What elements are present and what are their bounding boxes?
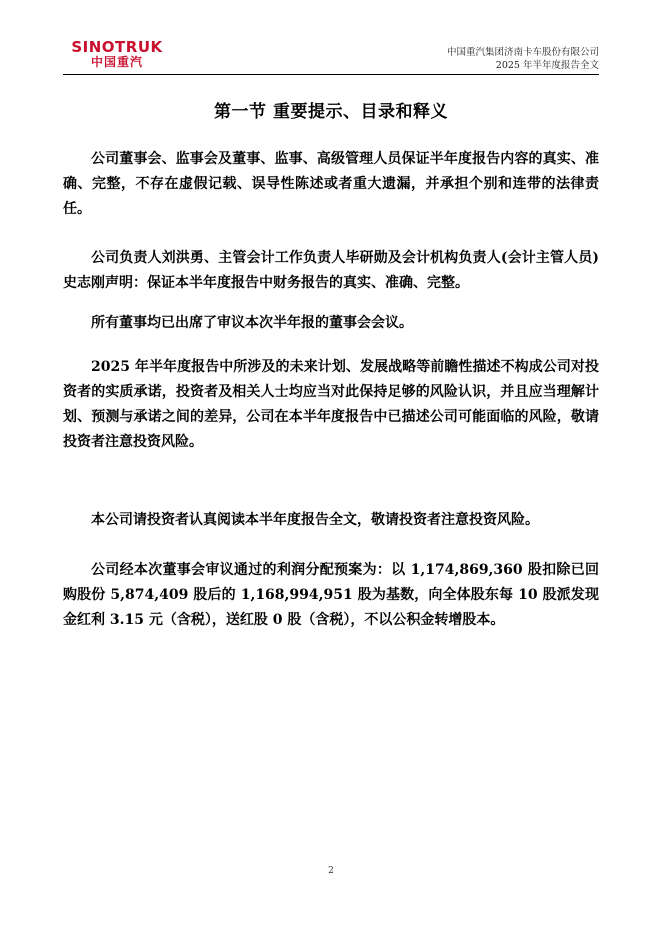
page-number: 2 (328, 866, 334, 876)
logo-text-zh: 中国重汽 (90, 55, 143, 69)
logo-text-en: SINOTRUK (71, 38, 163, 56)
company-name: 中国重汽集团济南卡车股份有限公司 (446, 47, 599, 58)
section-title: 第一节 重要提示、目录和释义 (214, 102, 448, 122)
header-divider (63, 74, 599, 75)
paragraph-profit-distribution: 公司经本次董事会审议通过的利润分配预案为：以 1,174,869,360 股扣除已回购股份 5,874,409 股后的 1,168,994,951 股为基数，向全体股东每 10 股派发现金红利 3.15 元（含税），送红股 0 股（含税），不以公积金转增股本。 (63, 562, 599, 628)
page-header-info (447, 46, 599, 72)
paragraph-responsible-persons: 公司负责人刘洪勇、主管会计工作负责人毕研勋及会计机构负责人(会计主管人员)史志刚声明：保证本半年度报告中财务报告的真实、准确、完整。 (63, 250, 599, 291)
report-title: 2025 年半年度报告全文 (495, 60, 599, 71)
paragraph-directors-attendance: 所有董事均已出席了审议本次半年报的董事会会议。 (91, 315, 413, 331)
paragraph-forward-looking: 2025 年半年度报告中所涉及的未来计划、发展战略等前瞻性描述不构成公司对投资者的实质承诺，投资者及相关人士均应当对此保持足够的风险认识，并且应当理解计划、预测与承诺之间的差异，公司在本半年度报告中已描述公司可能面临的风险，敬请投资者注意投资风险。 (63, 359, 599, 450)
sinotruk-logo (63, 40, 171, 70)
paragraph-board-guarantee: 公司董事会、监事会及董事、监事、高级管理人员保证半年度报告内容的真实、准确、完整，不存在虚假记载、误导性陈述或者重大遗漏，并承担个别和连带的法律责任。 (63, 151, 599, 217)
paragraph-read-full-report: 本公司请投资者认真阅读本半年度报告全文，敬请投资者注意投资风险。 (91, 512, 539, 528)
